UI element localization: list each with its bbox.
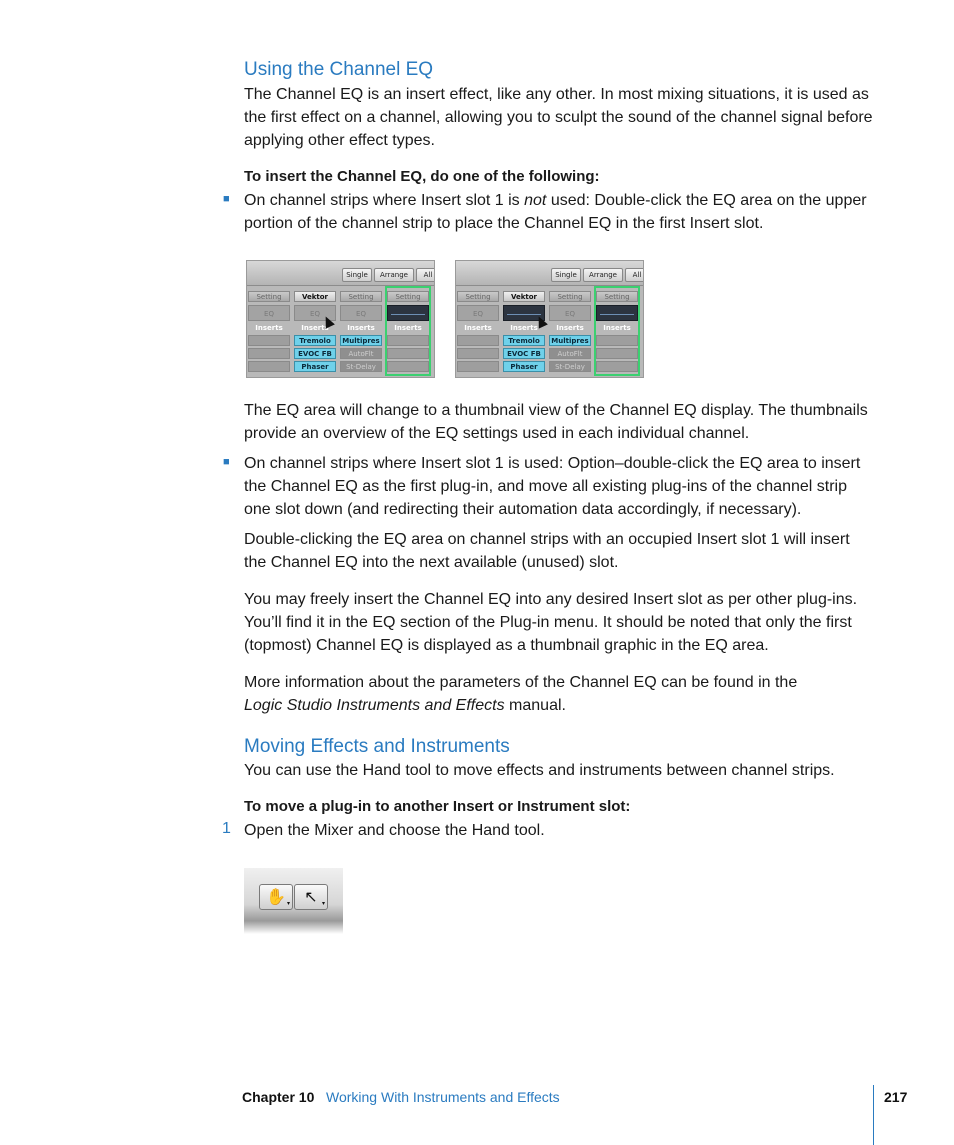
mixer-screenshot-before [246,260,435,378]
insert-task-heading: To insert the Channel EQ, do one of the following: [244,168,600,185]
eq-area[interactable]: EQ [294,305,336,321]
bullet-marker: ■ [223,456,230,468]
inserts-label: Inserts [394,324,422,332]
insert-slot-plugin[interactable]: EVOC FB [294,348,336,359]
insert-slot-plugin[interactable]: Phaser [503,361,545,372]
footer-chapter-title: Working With Instruments and Effects [326,1089,560,1105]
pointer-tool-button[interactable] [294,884,328,910]
eq-area[interactable]: EQ [457,305,499,321]
channel-strip-3 [339,287,383,375]
setting-button[interactable]: Setting [549,291,591,302]
more-information-paragraph: More information about the parameters of the Channel EQ can be found in the Logic Studio Instruments and Effects manual. [244,674,798,714]
channel-strip-2 [293,287,337,375]
setting-button[interactable]: Vektor [503,291,545,302]
insert-slot[interactable] [387,348,429,359]
bullet-not-used: On channel strips where Insert slot 1 is not used: Double-click the EQ area on the upper portion of the channel strip to place the Channel EQ in the first Insert slot. [244,192,867,232]
hand-tool-button[interactable] [259,884,293,910]
insert-slot[interactable] [248,335,290,346]
inserts-label: Inserts [255,324,283,332]
channel-strip-2 [502,287,546,375]
insert-slot-plugin[interactable]: EVOC FB [503,348,545,359]
eq-area[interactable]: EQ [549,305,591,321]
pointer-icon: ↖ [304,887,318,906]
channel-eq-intro: The Channel EQ is an insert effect, like any other. In most mixing situations, it is used as the first effect on a channel, allowing you to sculpt the sound of the channel signal before applying other effect types. [244,86,873,149]
tab-single[interactable]: Single [551,268,581,282]
channel-strip-1 [456,287,500,375]
mixer-toolbar [456,261,643,286]
insert-slot[interactable] [457,361,499,372]
insert-slot[interactable] [596,335,638,346]
insert-slot-plugin[interactable]: AutoFlt [340,348,382,359]
insert-slot[interactable] [248,348,290,359]
insert-slot[interactable] [457,335,499,346]
bullet-used-followup: Double-clicking the EQ area on channel strips with an occupied Insert slot 1 will insert the Channel EQ into the next available (unused) slot. [244,531,850,571]
dropdown-arrow-icon: ▾ [321,900,325,907]
page-number: 217 [884,1089,908,1105]
dropdown-arrow-icon: ▾ [286,900,290,907]
eq-area[interactable]: EQ [248,305,290,321]
tab-arrange[interactable]: Arrange [583,268,623,282]
insert-slot-plugin[interactable]: Multipres [340,335,382,346]
insert-slot-plugin[interactable]: Phaser [294,361,336,372]
insert-slot-plugin[interactable]: AutoFlt [549,348,591,359]
tab-all[interactable]: All [416,268,435,282]
insert-slot[interactable] [457,348,499,359]
insert-slot[interactable] [387,361,429,372]
tab-single[interactable]: Single [342,268,372,282]
eq-thumbnail[interactable] [387,305,429,321]
eq-thumbnail-description: The EQ area will change to a thumbnail view of the Channel EQ display. The thumbnails provide an overview of the EQ settings used in each individual channel. [244,402,868,442]
section-heading-channel-eq: Using the Channel EQ [244,59,434,80]
footer-divider [873,1085,874,1145]
insert-slot-plugin[interactable]: Tremolo [294,335,336,346]
moving-effects-intro: You can use the Hand tool to move effects and instruments between channel strips. [244,762,835,779]
insert-slot[interactable] [596,361,638,372]
mixer-toolbar [247,261,434,286]
setting-button[interactable]: Setting [457,291,499,302]
insert-slot-plugin[interactable]: Multipres [549,335,591,346]
tool-menu-screenshot [244,868,343,934]
insert-slot-plugin[interactable]: St-Delay [340,361,382,372]
insert-slot[interactable] [596,348,638,359]
insert-slot-plugin[interactable]: St-Delay [549,361,591,372]
setting-button[interactable]: Setting [387,291,429,302]
eq-area[interactable]: EQ [340,305,382,321]
channel-strip-3 [548,287,592,375]
hand-icon: ✋ [266,887,286,906]
bullet-used: On channel strips where Insert slot 1 is used: Option–double-click the EQ area to insert the Channel EQ as the first plug-in, and move all existing plug-ins of the channel strip one slot down (and redirecting their automation data accordingly, if necessary). [244,455,861,518]
insert-any-slot-paragraph: You may freely insert the Channel EQ into any desired Insert slot as per other plug-ins. You’ll find it in the EQ section of the Plug-in menu. It should be noted that only the first (topmost) Channel EQ is displayed as a thumbnail graphic in the EQ area. [244,591,858,654]
inserts-label: Inserts [301,324,329,332]
channel-strip-4-selected [595,287,639,375]
move-task-heading: To move a plug-in to another Insert or Instrument slot: [244,798,631,815]
insert-slot[interactable] [248,361,290,372]
insert-slot[interactable] [387,335,429,346]
setting-button[interactable]: Setting [248,291,290,302]
setting-button[interactable]: Setting [340,291,382,302]
tab-arrange[interactable]: Arrange [374,268,414,282]
inserts-label: Inserts [464,324,492,332]
footer-chapter: Chapter 10 [242,1089,315,1105]
eq-thumbnail[interactable] [596,305,638,321]
inserts-label: Inserts [347,324,375,332]
tab-all[interactable]: All [625,268,644,282]
insert-slot-plugin[interactable]: Tremolo [503,335,545,346]
inserts-label: Inserts [510,324,538,332]
section-heading-moving-effects: Moving Effects and Instruments [244,736,510,757]
mixer-screenshot-after [455,260,644,378]
step-1-text: Open the Mixer and choose the Hand tool. [244,822,545,839]
channel-strip-1 [247,287,291,375]
setting-button[interactable]: Vektor [294,291,336,302]
channel-strip-4-selected [386,287,430,375]
inserts-label: Inserts [556,324,584,332]
inserts-label: Inserts [603,324,631,332]
bullet-marker: ■ [223,193,230,205]
setting-button[interactable]: Setting [596,291,638,302]
step-number: 1 [222,820,231,837]
